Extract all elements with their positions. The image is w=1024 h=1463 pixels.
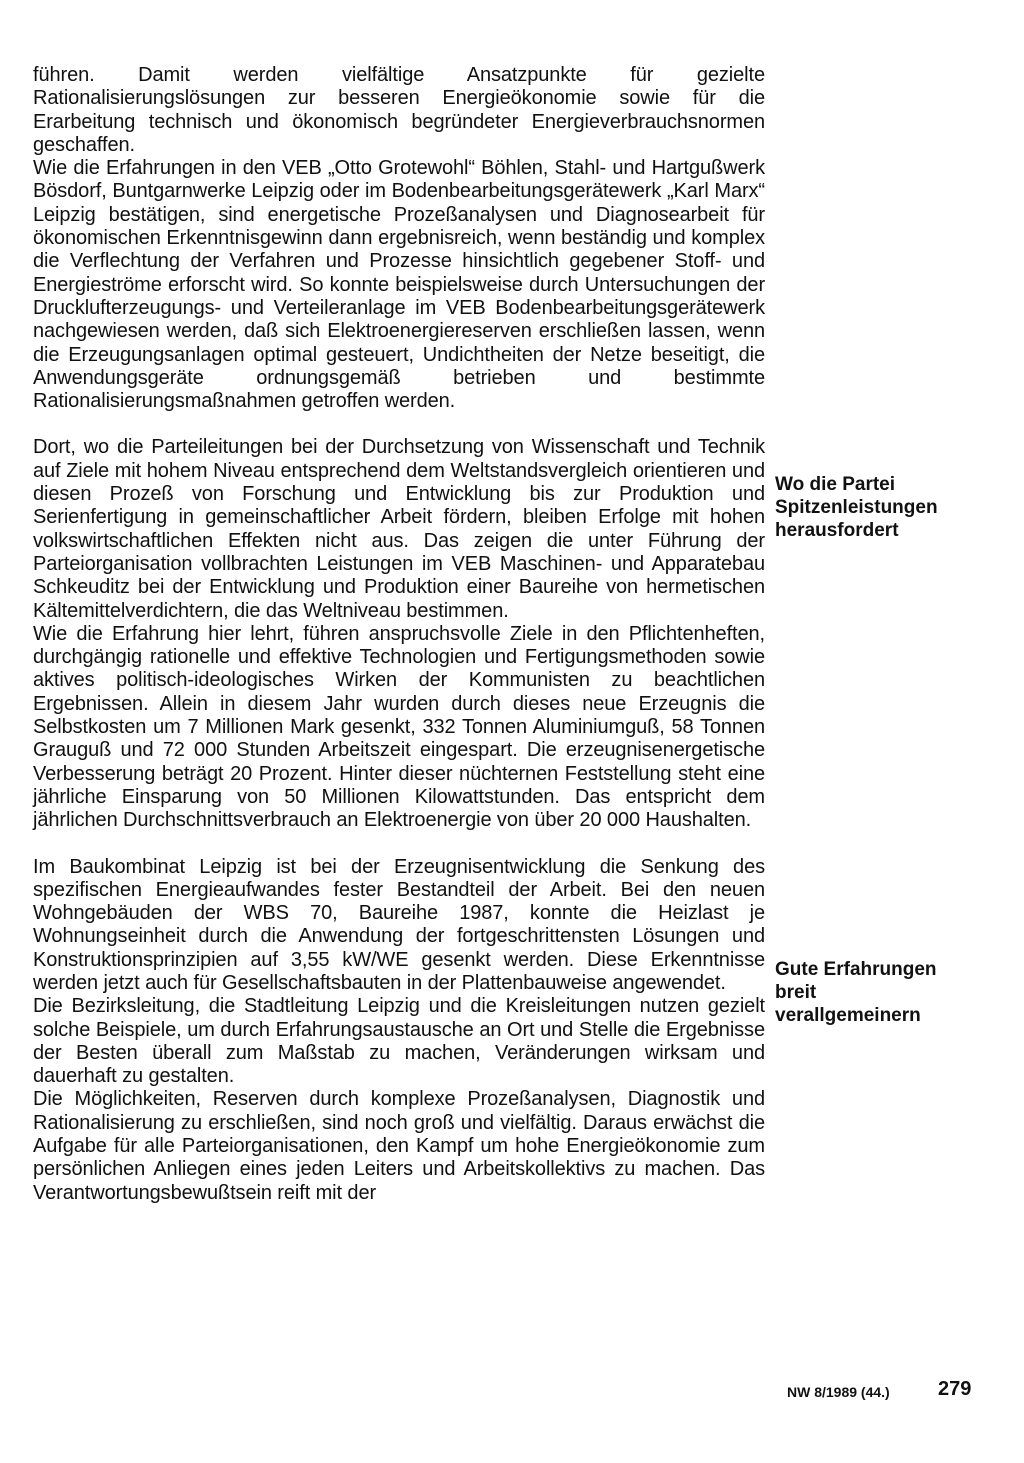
section-divider — [33, 413, 765, 436]
issue-reference: NW 8/1989 (44.) — [787, 1384, 890, 1400]
paragraph: Wie die Erfahrungen in den VEB „Otto Grotewohl“ Böhlen, Stahl- und Hartgußwerk Bösdorf, Buntgarnwerke Leipzig oder im Bodenbearbeitungsgerätewerk „Karl Marx“ Leipzig bestätigen, sind energetische Prozeßanalysen und Diagnosearbeit für ökonomischen Erkenntnisgewinn dann ergebnisreich, wenn beständig und komplex die Verflechtung der Verfahren und Prozesse hinsichtlich gegebener Stoff- und Energieströme erforscht wird. So konnte beispielsweise durch Untersuchungen der Drucklufterzeugungs- und Verteileranlage im VEB Bodenbearbeitungsgerätewerk nachgewiesen werden, daß sich Elektroenergiereserven erschließen lassen, wenn die Erzeugungsanlagen optimal gesteuert, Undichtheiten der Netze beseitigt, die Anwendungsgeräte ordnungsgemäß betrieben und bestimmte Rationalisierungsmaßnahmen getroffen werden. — [33, 157, 765, 413]
section-2 — [33, 436, 765, 832]
section-divider — [33, 833, 765, 856]
paragraph: führen. Damit werden vielfältige Ansatzpunkte für gezielte Rationalisierungslösungen zur besseren Energieökonomie sowie für die Erarbeitung technisch und ökonomisch begründeter Energieverbrauchsnormen geschaffen. — [33, 64, 765, 156]
section-3 — [33, 856, 765, 1205]
paragraph: Die Bezirksleitung, die Stadtleitung Leipzig und die Kreisleitungen nutzen gezielt solche Beispiele, um durch Erfahrungsaustausche an Ort und Stelle die Ergebnisse der Besten überall zum Maßstab zu machen, Veränderungen wirksam und dauerhaft zu gestalten. — [33, 995, 765, 1088]
main-text-column — [33, 64, 765, 1205]
margin-note-line: breit — [775, 982, 817, 1003]
margin-note-party-leadership — [775, 473, 955, 542]
paragraph: Im Baukombinat Leipzig ist bei der Erzeugnisentwicklung die Senkung des spezifischen Energieaufwandes fester Bestandteil der Arbeit. Bei den neuen Wohngebäuden der WBS 70, Baureihe 1987, konnte die Heizlast je Wohnungseinheit durch die Anwendung der fortgeschrittensten Lösungen und Konstruktionsprinzipien auf 3,55 kW/WE gesenkt werden. Diese Erkenntnisse werden jetzt auch für Gesellschaftsbauten in der Plattenbauweise angewendet. — [33, 855, 765, 994]
margin-note-line: herausfordert — [775, 520, 899, 541]
section-1 — [33, 64, 765, 413]
paragraph: Die Möglichkeiten, Reserven durch komplexe Prozeßanalysen, Diagnostik und Rationalisierung zu erschließen, sind noch groß und vielfältig. Daraus erwächst die Aufgabe für alle Parteiorganisationen, den Kampf um hohe Energieökonomie zum persönlichen Anliegen eines jeden Leiters und Arbeitskollektivs zu machen. Das Verantwortungsbewußtsein reift mit der — [33, 1088, 765, 1204]
margin-note-line: Gute Erfahrungen — [775, 959, 937, 980]
margin-note-line: Wo die Partei — [775, 474, 896, 495]
page-number: 279 — [938, 1378, 972, 1400]
margin-note-good-experiences — [775, 958, 955, 1027]
paragraph: Dort, wo die Parteileitungen bei der Durchsetzung von Wissenschaft und Technik auf Ziele mit hohem Niveau entsprechend dem Weltstandsvergleich orientieren und diesen Prozeß von Forschung und Entwicklung bis zur Produktion und Serienfertigung in gemeinschaftlicher Arbeit fördern, bleiben Erfolge mit hohen volkswirtschaftlichen Effekten nicht aus. Das zeigen die unter Führung der Parteiorganisation vollbrachten Leistungen im VEB Maschinen- und Apparatebau Schkeuditz bei der Entwicklung und Produktion einer Baureihe von hermetischen Kältemittelverdichtern, die das Weltniveau bestimmen. — [33, 436, 765, 622]
paragraph: Wie die Erfahrung hier lehrt, führen anspruchsvolle Ziele in den Pflichtenheften, durchgängig rationelle und effektive Technologien und Fertigungsmethoden sowie aktives politisch-ideologisches Wirken der Kommunisten zu beachtlichen Ergebnissen. Allein in diesem Jahr wurden durch dieses neue Erzeugnis die Selbstkosten um 7 Millionen Mark gesenkt, 332 Tonnen Aluminiumguß, 58 Tonnen Grauguß und 72 000 Stunden Arbeitszeit eingespart. Die erzeugnisenergetische Verbesserung beträgt 20 Prozent. Hinter dieser nüchternen Feststellung steht eine jährliche Einsparung von 50 Millionen Kilowattstunden. Das entspricht dem jährlichen Durchschnittsverbrauch an Elektroenergie von über 20 000 Haushalten. — [33, 622, 765, 832]
margin-note-line: verallgemeinern — [775, 1005, 921, 1026]
margin-note-line: Spitzenleistungen — [775, 497, 938, 518]
